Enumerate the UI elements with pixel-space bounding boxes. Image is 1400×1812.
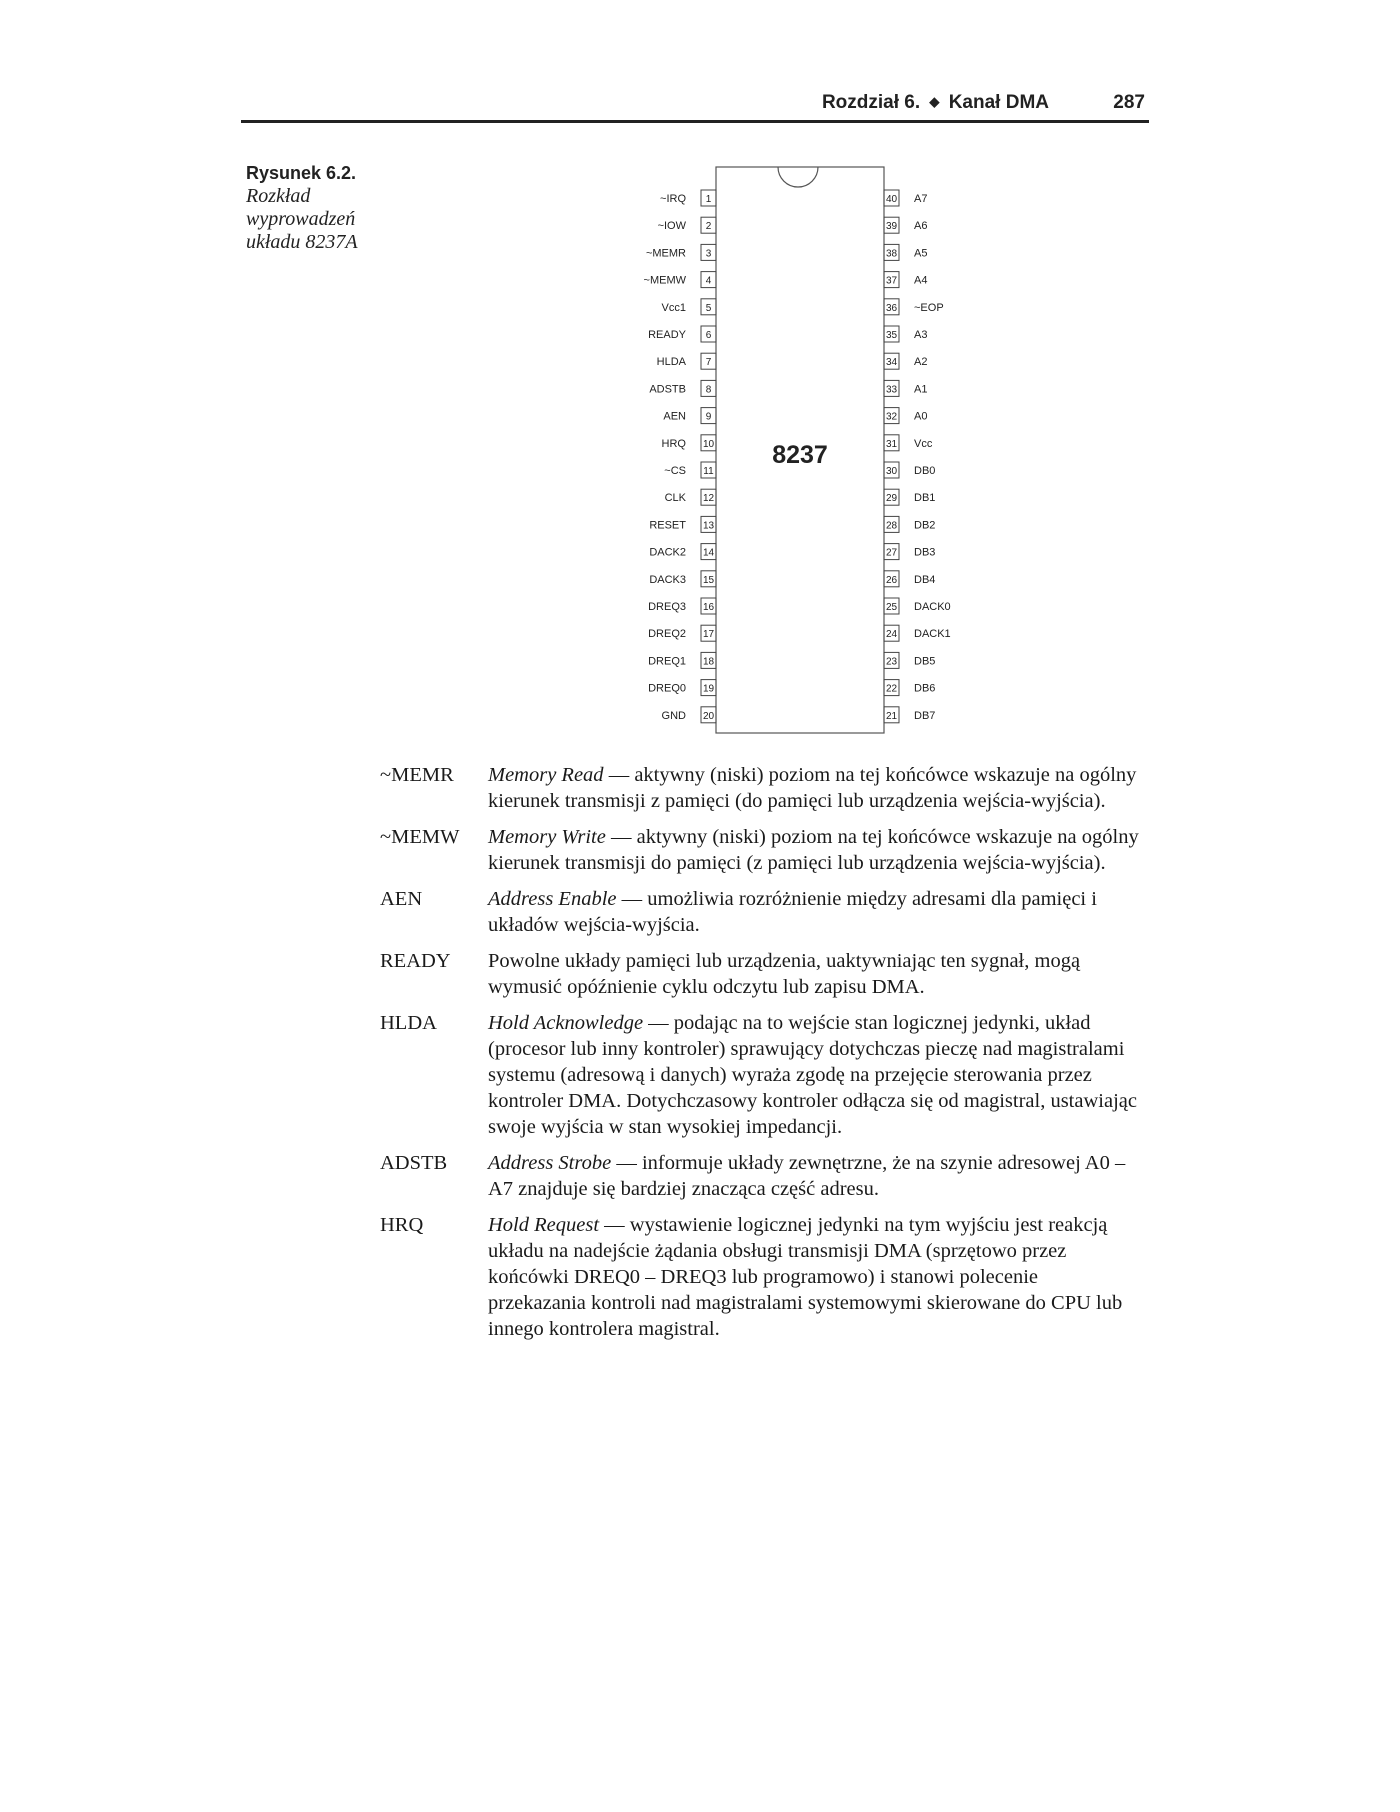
pinout-diagram bbox=[0, 0, 1400, 760]
pin-label: AEN bbox=[663, 410, 686, 423]
pin-number: 30 bbox=[885, 466, 898, 477]
pin-number: 21 bbox=[885, 710, 898, 722]
definition-term: AEN bbox=[380, 888, 423, 910]
pin-label: DB6 bbox=[914, 682, 936, 695]
pin-left-16 bbox=[648, 598, 716, 614]
pin-left-7 bbox=[657, 353, 716, 369]
pin-right-40 bbox=[884, 190, 927, 206]
pin-number: 34 bbox=[885, 357, 898, 369]
pin-right-21 bbox=[884, 707, 935, 723]
pin-label: DB5 bbox=[914, 655, 936, 668]
definition-term: HRQ bbox=[380, 1214, 424, 1236]
pin-left-14 bbox=[649, 544, 716, 560]
pin-right-39 bbox=[884, 217, 927, 233]
pin-number: 2 bbox=[705, 221, 712, 233]
chip-notch bbox=[778, 167, 818, 187]
pin-label: DB7 bbox=[914, 709, 936, 722]
definition-description bbox=[488, 1010, 1140, 1140]
pin-label: DREQ2 bbox=[648, 628, 686, 641]
pin-label: DREQ0 bbox=[648, 682, 686, 695]
pin-left-11 bbox=[664, 462, 716, 478]
pin-number: 33 bbox=[885, 384, 898, 396]
pin-number: 6 bbox=[705, 330, 712, 341]
pin-right-35 bbox=[884, 326, 927, 342]
pin-label: A1 bbox=[914, 383, 928, 396]
pin-number: 1 bbox=[705, 194, 712, 205]
pin-label: A4 bbox=[914, 274, 928, 287]
pin-left-17 bbox=[648, 625, 716, 641]
pin-right-23 bbox=[884, 652, 935, 668]
pin-number: 10 bbox=[702, 438, 715, 450]
pin-right-32 bbox=[884, 408, 927, 424]
pin-label: A6 bbox=[914, 220, 928, 233]
pin-number: 22 bbox=[885, 683, 898, 695]
signal-name: Memory Read bbox=[488, 764, 604, 786]
definition-text: — umożliwia rozróżnienie między adresami dla pamięci i układów wejścia-wyjścia. bbox=[488, 888, 1097, 936]
pin-label: DB3 bbox=[914, 546, 936, 559]
pin-number: 13 bbox=[702, 520, 715, 532]
signal-name: Address Strobe bbox=[488, 1152, 612, 1174]
figure-label: Rysunek 6.2. bbox=[246, 163, 357, 183]
pin-left-10 bbox=[662, 435, 716, 451]
pin-number: 16 bbox=[702, 602, 715, 613]
pin-label: DB0 bbox=[914, 465, 936, 477]
definition-description bbox=[488, 948, 1140, 1000]
pin-number: 18 bbox=[702, 656, 715, 668]
pin-label: DB4 bbox=[914, 573, 936, 586]
pin-right-30 bbox=[884, 462, 935, 478]
signal-definitions bbox=[380, 762, 1140, 1352]
pin-left-9 bbox=[663, 408, 716, 424]
pin-label: GND bbox=[661, 709, 686, 722]
definition-row bbox=[380, 824, 1140, 876]
definition-description bbox=[488, 762, 1140, 814]
definition-term: ~MEMW bbox=[380, 826, 460, 848]
pin-number: 38 bbox=[885, 248, 898, 260]
pin-right-36 bbox=[884, 299, 944, 315]
pin-number: 39 bbox=[885, 221, 898, 233]
pin-label: CLK bbox=[664, 492, 686, 505]
pin-label: DACK2 bbox=[649, 546, 686, 559]
pin-right-28 bbox=[884, 516, 935, 532]
pin-number: 37 bbox=[885, 275, 898, 287]
chapter-label: Rozdział 6. bbox=[821, 92, 921, 113]
pin-number: 5 bbox=[705, 302, 712, 314]
pin-number: 8 bbox=[705, 384, 712, 396]
pin-label: DREQ1 bbox=[648, 655, 686, 668]
pin-number: 32 bbox=[885, 411, 898, 423]
definition-text: Powolne układy pamięci lub urządzenia, uaktywniając ten sygnał, mogą wymusić opóźnienie cyklu odczytu lub zapisu DMA. bbox=[488, 950, 1081, 998]
pin-number: 3 bbox=[705, 248, 712, 260]
pin-left-8 bbox=[649, 380, 716, 396]
pin-left-4 bbox=[644, 272, 716, 288]
pin-label: ~CS bbox=[664, 465, 686, 477]
definition-row bbox=[380, 1212, 1140, 1342]
definition-term: HLDA bbox=[380, 1012, 437, 1034]
pin-number: 36 bbox=[885, 302, 898, 314]
definition-description bbox=[488, 1150, 1140, 1202]
definition-row bbox=[380, 948, 1140, 1000]
definition-term: ADSTB bbox=[380, 1152, 448, 1174]
definition-description bbox=[488, 886, 1140, 938]
pin-number: 17 bbox=[702, 629, 715, 641]
pin-number: 12 bbox=[702, 493, 715, 505]
pin-left-5 bbox=[662, 299, 716, 315]
pin-number: 23 bbox=[885, 656, 898, 668]
pin-right-22 bbox=[884, 680, 935, 696]
pin-number: 31 bbox=[885, 438, 898, 450]
signal-name: Hold Request bbox=[488, 1214, 600, 1236]
pin-label: DACK3 bbox=[649, 573, 686, 586]
pin-left-12 bbox=[665, 489, 716, 505]
pin-label: ~MEMR bbox=[645, 247, 686, 260]
signal-name: Address Enable bbox=[488, 888, 617, 910]
pin-label: Vcc bbox=[914, 437, 933, 450]
pin-label: ~EOP bbox=[914, 301, 944, 314]
pin-left-15 bbox=[649, 571, 716, 587]
pin-right-25 bbox=[884, 598, 951, 614]
definition-row bbox=[380, 1150, 1140, 1202]
pin-number: 15 bbox=[702, 574, 715, 586]
pin-right-38 bbox=[884, 244, 927, 260]
pin-left-13 bbox=[649, 516, 716, 532]
pin-number: 14 bbox=[702, 547, 715, 559]
pin-left-6 bbox=[648, 326, 716, 342]
pin-label: DB2 bbox=[914, 519, 936, 532]
pin-number: 26 bbox=[885, 574, 898, 586]
pin-number: 25 bbox=[885, 602, 898, 613]
pin-left-19 bbox=[648, 680, 716, 696]
signal-name: Hold Acknowledge bbox=[488, 1012, 644, 1034]
definition-text: — podając na to wejście stan logicznej jedynki, układ (procesor lub inny kontroler) sprawujący dotychczas pieczę nad magistralami systemu (adresową i danych) wyraża zgodę na przejęcie sterowania przez kontroler DMA. Dotychczasowy kontroler odłącza się od magistral, ustawiając swoje wyjścia w stan wysokiej impedancji. bbox=[488, 1012, 1137, 1138]
pin-label: A7 bbox=[914, 193, 928, 205]
page-number: 287 bbox=[1113, 92, 1145, 113]
figure-title: Rozkład wyprowadzeń układu 8237A bbox=[246, 185, 358, 253]
pin-number: 20 bbox=[702, 710, 715, 722]
definition-description bbox=[488, 1212, 1140, 1342]
pin-label: ADSTB bbox=[649, 383, 686, 396]
pin-left-1 bbox=[660, 190, 716, 206]
definition-text: — informuje układy zewnętrzne, że na szynie adresowej A0 – A7 znajduje się bardziej znacząca część adresu. bbox=[488, 1152, 1126, 1200]
pin-left-2 bbox=[658, 217, 716, 233]
pin-label: DB1 bbox=[914, 492, 936, 505]
pin-label: DACK1 bbox=[914, 628, 951, 641]
pin-label: DREQ3 bbox=[648, 601, 686, 613]
pin-right-31 bbox=[884, 435, 933, 451]
definition-row bbox=[380, 886, 1140, 938]
pin-number: 4 bbox=[705, 275, 712, 287]
pin-number: 9 bbox=[705, 411, 712, 423]
section-title: Kanał DMA bbox=[948, 92, 1049, 113]
pin-right-29 bbox=[884, 489, 935, 505]
pin-right-34 bbox=[884, 353, 927, 369]
pin-number: 40 bbox=[885, 194, 898, 205]
pin-label: ~MEMW bbox=[643, 274, 686, 287]
definition-term: ~MEMR bbox=[380, 764, 454, 786]
definition-text: — aktywny (niski) poziom na tej końcówce wskazuje na ogólny kierunek transmisji z pamięci (do pamięci lub urządzenia wejścia-wyjścia). bbox=[488, 764, 1137, 812]
pin-right-26 bbox=[884, 571, 935, 587]
pin-number: 35 bbox=[885, 330, 898, 341]
pin-right-33 bbox=[884, 380, 927, 396]
pin-number: 24 bbox=[885, 629, 898, 641]
pin-number: 27 bbox=[885, 547, 898, 559]
pin-label: DACK0 bbox=[914, 601, 951, 613]
definition-term: READY bbox=[380, 950, 451, 972]
definition-row bbox=[380, 762, 1140, 814]
pin-left-3 bbox=[646, 244, 716, 260]
definition-description bbox=[488, 824, 1140, 876]
pin-right-27 bbox=[884, 544, 935, 560]
signal-name: Memory Write bbox=[488, 826, 606, 848]
pin-label: Vcc1 bbox=[661, 301, 686, 314]
pin-label: ~IOW bbox=[657, 220, 686, 233]
pin-label: RESET bbox=[649, 519, 686, 532]
pin-left-18 bbox=[648, 652, 716, 668]
pin-number: 7 bbox=[705, 357, 712, 369]
pin-number: 29 bbox=[885, 493, 898, 505]
pin-number: 19 bbox=[702, 683, 715, 695]
pin-label: A3 bbox=[914, 329, 928, 341]
pin-label: HLDA bbox=[656, 356, 686, 369]
pin-label: A2 bbox=[914, 356, 928, 369]
pin-label: A0 bbox=[914, 410, 928, 423]
pin-right-37 bbox=[884, 272, 927, 288]
pin-number: 11 bbox=[703, 466, 714, 477]
definition-text: — aktywny (niski) poziom na tej końcówce wskazuje na ogólny kierunek transmisji do pamięci (z pamięci lub urządzenia wejścia-wyjścia). bbox=[488, 826, 1139, 874]
pin-number: 28 bbox=[885, 520, 898, 532]
pin-label: READY bbox=[648, 329, 686, 341]
definition-text: — wystawienie logicznej jedynki na tym wyjściu jest reakcją układu na nadejście żądania obsługi transmisji DMA (sprzętowo przez końcówki DREQ0 – DREQ3 lub programowo) i stanowi polecenie przekazania kontroli nad magistralami systemowymi skierowane do CPU lub innego kontrolera magistral. bbox=[488, 1214, 1123, 1340]
pin-label: ~IRQ bbox=[660, 193, 686, 205]
pin-right-24 bbox=[884, 625, 951, 641]
pin-label: A5 bbox=[914, 247, 928, 260]
chip-name: 8237 bbox=[772, 441, 828, 469]
definition-row bbox=[380, 1010, 1140, 1140]
pin-label: HRQ bbox=[661, 437, 686, 450]
pin-left-20 bbox=[662, 707, 716, 723]
diamond-icon: ◆ bbox=[929, 94, 940, 109]
